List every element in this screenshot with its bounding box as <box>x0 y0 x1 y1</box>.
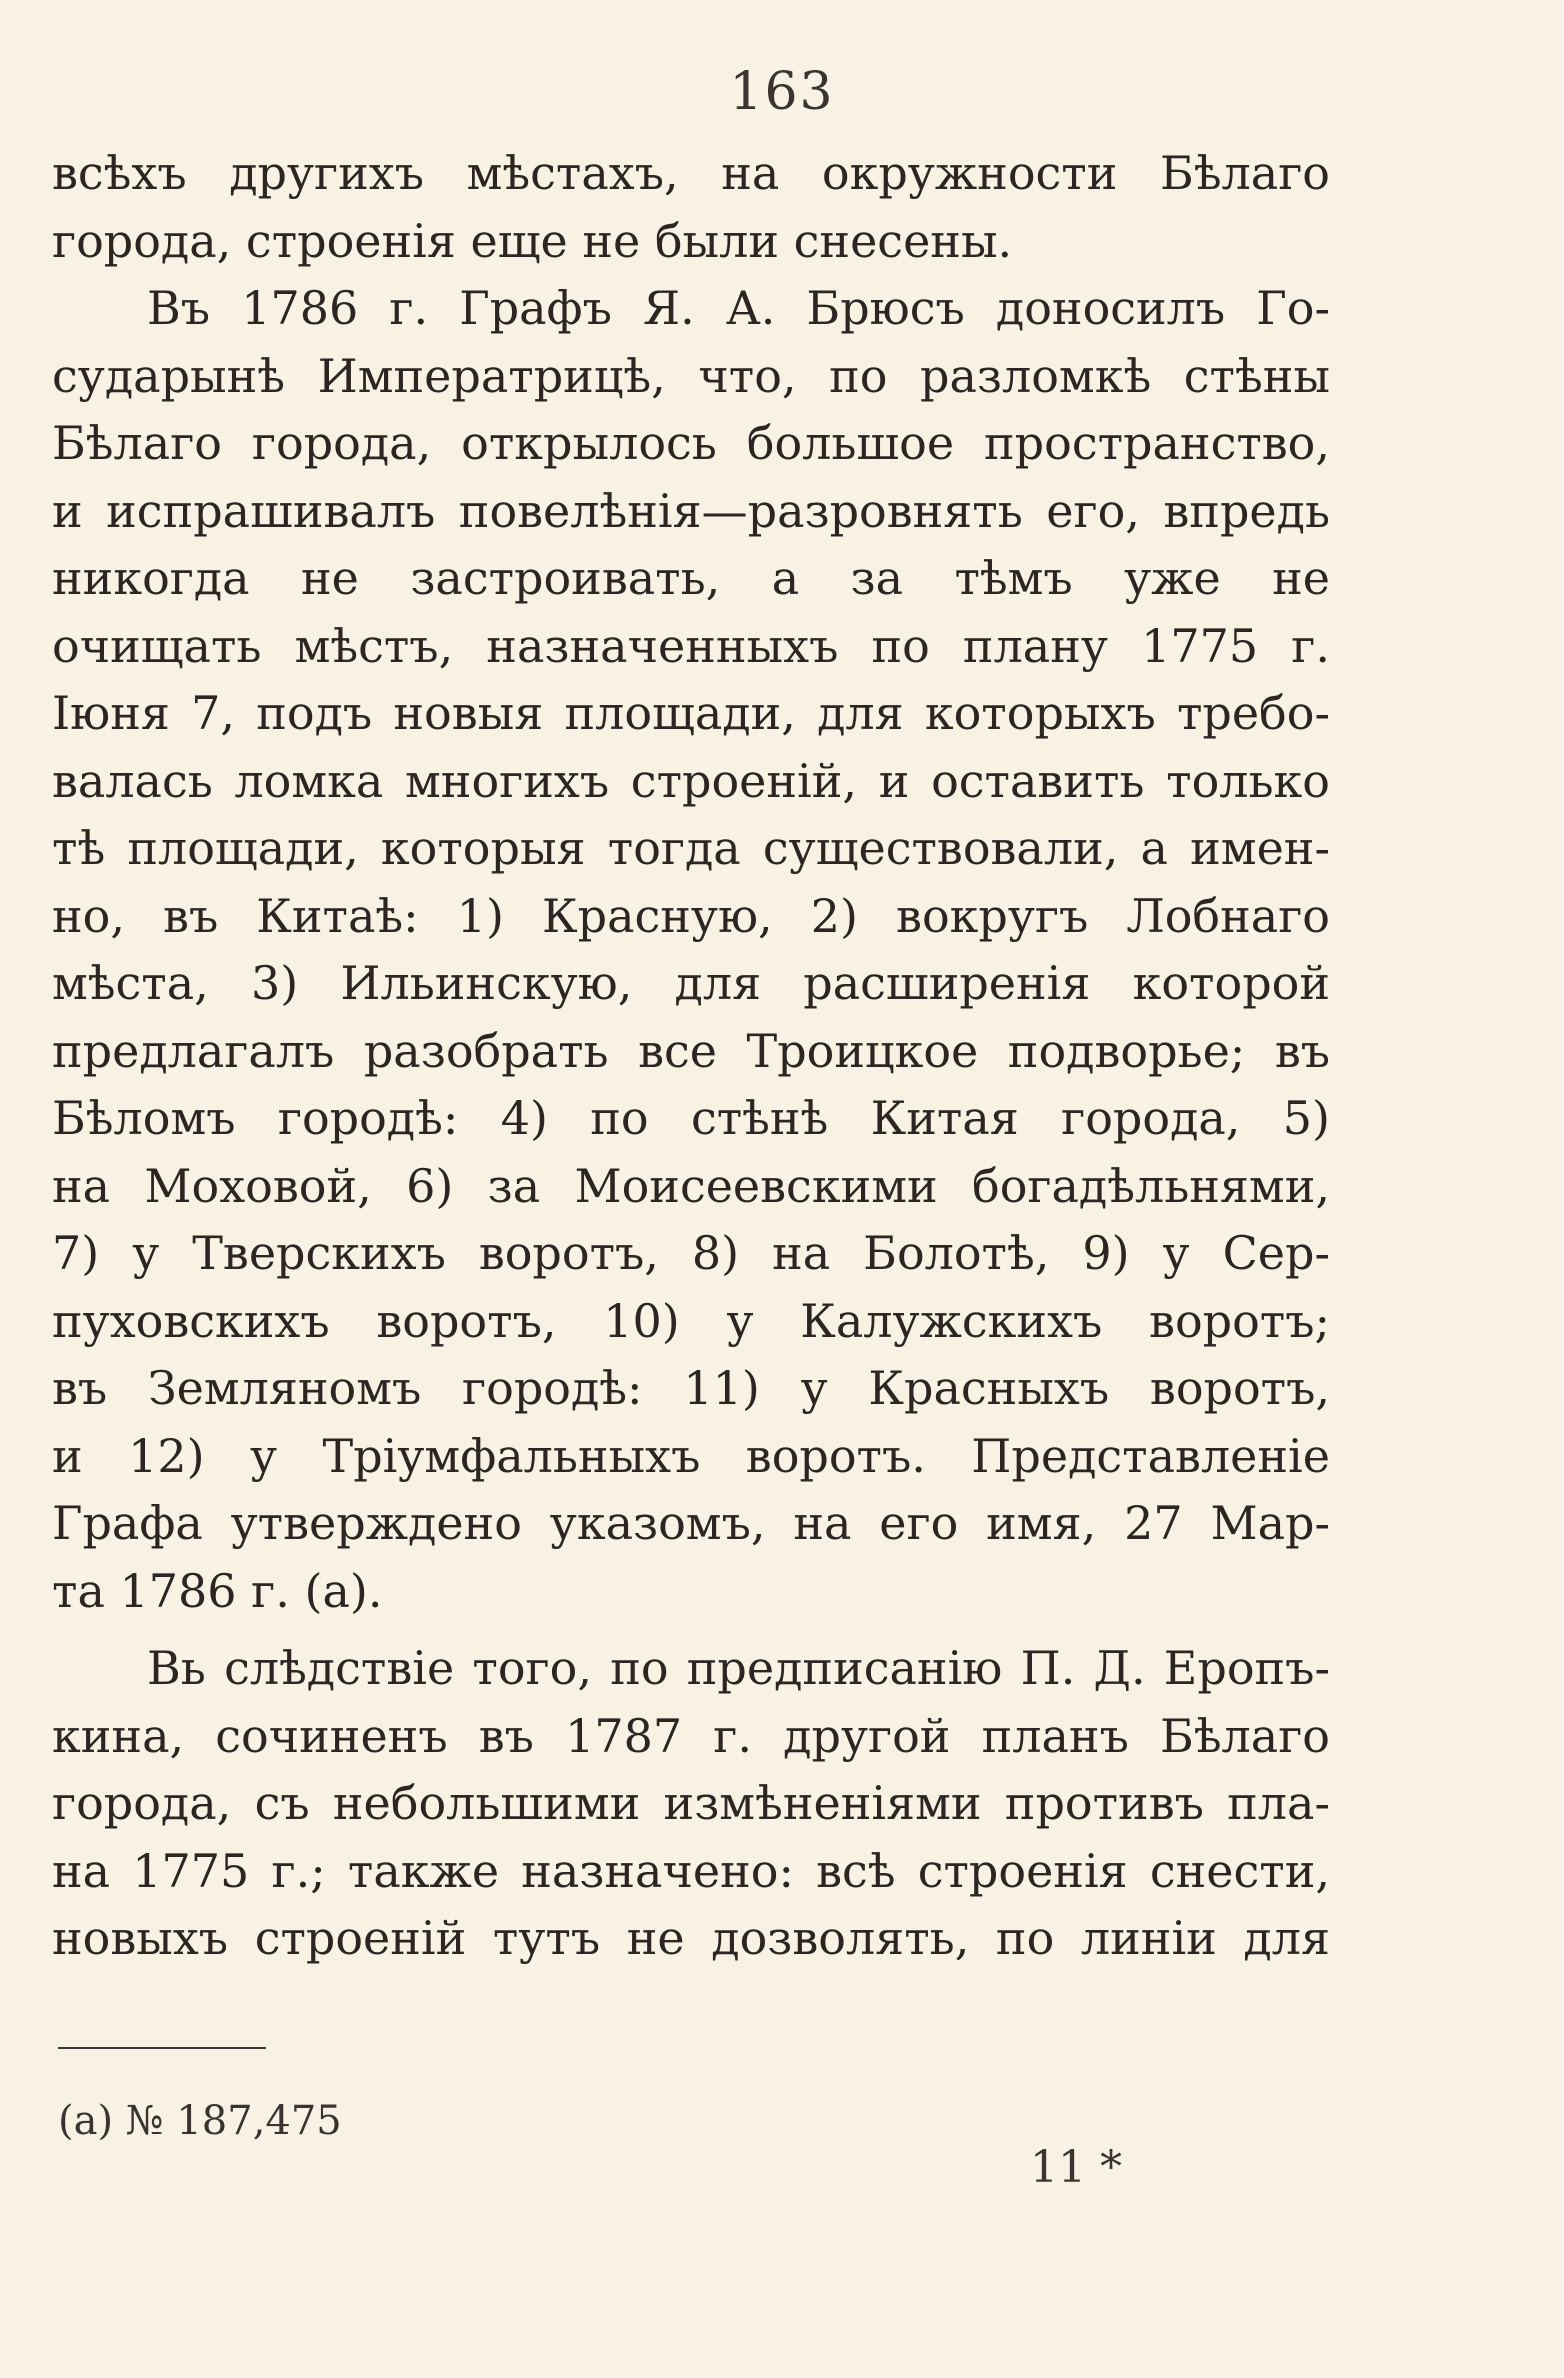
text-line: Графа утверждено указомъ, на его имя, 27 Мар- <box>52 1496 1330 1550</box>
footnote-rule <box>58 2047 266 2049</box>
text-line: на 1775 г.; также назначено: всѣ строенія снести, <box>52 1843 1330 1898</box>
text-line: предлагалъ разобрать все Троицкое подворье; въ <box>52 1023 1330 1078</box>
text-line: Вь слѣдствіе того, по предписанію П. Д. Еропъ- <box>147 1641 1330 1695</box>
text-line: на Моховой, 6) за Моисеевскими богадѣльнями, <box>52 1158 1330 1213</box>
text-line: всѣхъ другихъ мѣстахъ, на окружности Бѣлаго <box>52 146 1330 200</box>
text-line: та 1786 г. (а). <box>52 1563 383 1618</box>
text-line: сударынѣ Императрицѣ, что, по разломкѣ стѣны <box>52 348 1330 403</box>
text-line: и испрашивалъ повелѣнія—разровнять его, впредь <box>52 483 1330 538</box>
text-line: кина, сочиненъ въ 1787 г. другой планъ Бѣлаго <box>52 1708 1330 1763</box>
text-line: Бѣломъ городѣ: 4) по стѣнѣ Китая города, 5) <box>52 1091 1330 1145</box>
text-line: валась ломка многихъ строеній, и оставить только <box>52 753 1330 808</box>
text-line: никогда не застроивать, а за тѣмъ уже не <box>52 551 1330 605</box>
footnote: (а) № 187,475 <box>58 2098 342 2144</box>
text-line: Іюня 7, подъ новыя площади, для которыхъ требо- <box>52 686 1330 740</box>
text-line: мѣста, 3) Ильинскую, для расширенія которой <box>52 956 1330 1010</box>
body-text <box>52 140 1330 1973</box>
text-line: но, въ Китаѣ: 1) Красную, 2) вокругъ Лобнаго <box>52 888 1330 943</box>
text-line: Бѣлаго города, открылось большое пространство, <box>52 416 1330 470</box>
text-line: новыхъ строеній тутъ не дозволять, по линіи для <box>52 1911 1330 1965</box>
text-line: города, съ небольшими измѣненіями противъ пла- <box>52 1776 1330 1830</box>
text-line: Въ 1786 г. Графъ Я. А. Брюсъ доносилъ Го- <box>147 281 1330 335</box>
text-line: и 12) у Тріумфальныхъ воротъ. Представленіе <box>52 1428 1330 1483</box>
signature-mark: 11 * <box>1030 2142 1122 2193</box>
text-line: очищать мѣстъ, назначенныхъ по плану 1775 г. <box>52 618 1330 673</box>
text-line: пуховскихъ воротъ, 10) у Калужскихъ воротъ; <box>52 1293 1330 1348</box>
text-line: въ Земляномъ городѣ: 11) у Красныхъ воротъ, <box>52 1361 1330 1415</box>
text-line: 7) у Тверскихъ воротъ, 8) на Болотѣ, 9) у Сер- <box>52 1226 1330 1280</box>
page-number: 163 <box>729 62 835 122</box>
text-line: города, строенія еще не были снесены. <box>52 213 1013 268</box>
text-line: тѣ площади, которыя тогда существовали, а имен- <box>52 821 1330 875</box>
